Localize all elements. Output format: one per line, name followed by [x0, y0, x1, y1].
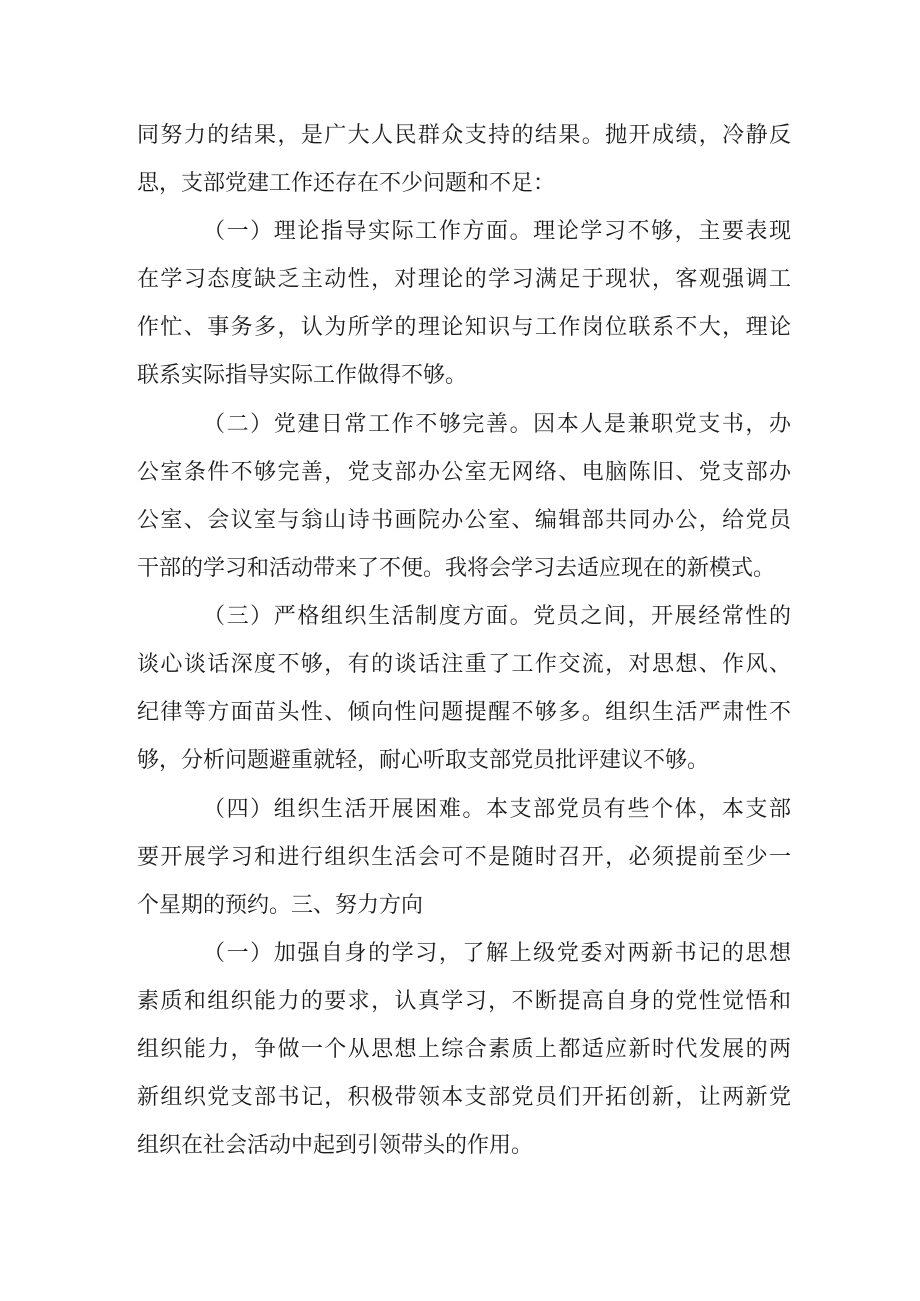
text-line: 要开展学习和进行组织生活会可不是随时召开，必须提前至少一	[137, 845, 791, 871]
text-line: （二）党建日常工作不够完善。因本人是兼职党支书，办	[203, 412, 791, 437]
paragraph-organization-life	[137, 593, 791, 785]
text-line: 纪律等方面苗头性、倾向性问题提醒不够多。组织生活严肃性不	[137, 700, 791, 726]
text-line: 公室条件不够完善，党支部办公室无网络、电脑陈旧、党支部办	[137, 460, 791, 486]
text-line: 作忙、事务多，认为所学的理论知识与工作岗位联系不大，理论	[137, 315, 791, 341]
text-line: 新组织党支部书记，积极带领本支部党员们开拓创新，让两新党	[137, 1085, 791, 1111]
text-line: （三）严格组织生活制度方面。党员之间，开展经常性的	[203, 604, 791, 629]
text-line: （四）组织生活开展困难。本支部党员有些个体，本支部	[203, 797, 791, 822]
paragraph-theory-guidance	[137, 208, 791, 400]
text-line: 思，支部党建工作还存在不少问题和不足：	[137, 171, 556, 197]
text-line: 联系实际指导实际工作做得不够。	[137, 363, 468, 389]
paragraph-intro	[137, 112, 791, 208]
paragraph-strengthen-learning	[137, 930, 791, 1170]
paragraph-daily-work	[137, 401, 791, 593]
text-line: 组织在社会活动中起到引领带头的作用。	[137, 1133, 534, 1159]
text-line: 公室、会议室与翁山诗书画院办公室、编辑部共同办公，给党员	[137, 508, 791, 534]
text-line: 组织能力，争做一个从思想上综合素质上都适应新时代发展的两	[137, 1037, 791, 1063]
text-line: 够，分析问题避重就轻，耐心听取支部党员批评建议不够。	[137, 748, 710, 774]
text-line: 同努力的结果，是广大人民群众支持的结果。抛开成绩，冷静反	[137, 123, 791, 148]
text-line: 个星期的预约。三、努力方向	[137, 893, 424, 919]
text-line: （一）理论指导实际工作方面。理论学习不够，主要表现	[203, 219, 791, 244]
text-line: （一）加强自身的学习，了解上级党委对两新书记的思想	[203, 941, 791, 966]
text-line: 在学习态度缺乏主动性，对理论的学习满足于现状，客观强调工	[137, 267, 791, 293]
text-line: 谈心谈话深度不够，有的谈话注重了工作交流，对思想、作风、	[137, 652, 791, 678]
paragraph-difficulties	[137, 786, 791, 930]
text-line: 干部的学习和活动带来了不便。我将会学习去适应现在的新模式。	[137, 556, 776, 582]
text-line: 素质和组织能力的要求，认真学习，不断提高自身的党性觉悟和	[137, 989, 791, 1015]
